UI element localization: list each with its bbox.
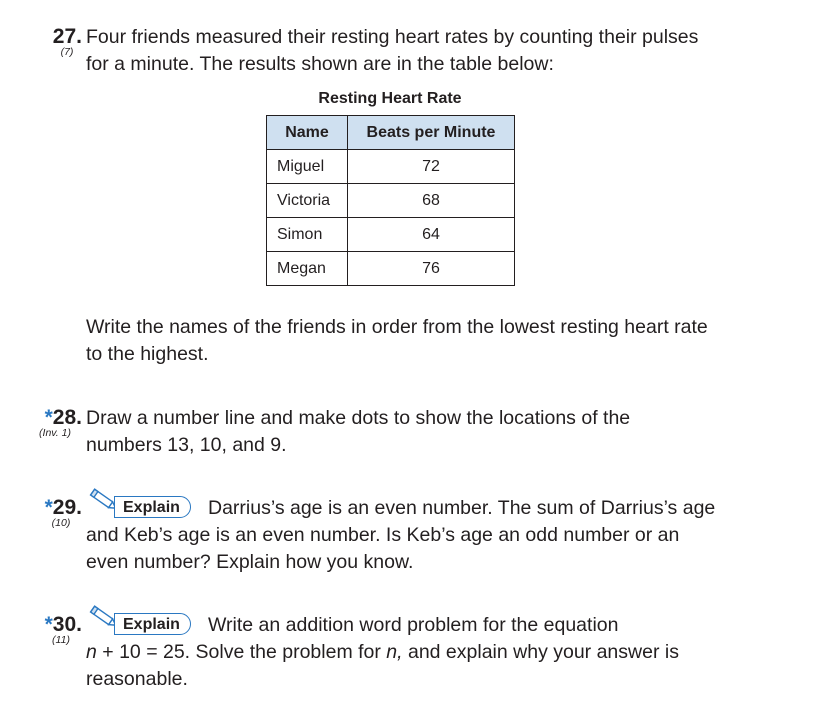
star-marker: * [44,613,53,636]
explain-label: Explain [114,613,191,635]
lesson-reference: (11) [52,634,70,646]
problem-text-line: Four friends measured their resting heart rates by counting their pulses [86,26,699,48]
question-text-line: Write the names of the friends in order from the lowest resting heart rate [86,316,708,338]
cell-name: Victoria [267,184,348,218]
problem-number: 27. [52,25,82,48]
problem-text-line: and Keb’s age is an even number. Is Keb’s age an odd number or an [86,524,680,546]
problem-text-line [86,639,679,665]
problem-number-text: 30. [52,613,82,636]
explain-badge [86,612,206,638]
lesson-reference: (Inv. 1) [39,427,71,439]
lesson-reference: (7) [60,46,74,58]
star-marker: * [44,496,53,519]
problem-number-text: 28. [52,406,82,429]
variable-n: n [86,641,97,663]
problem-text-line: reasonable. [86,668,188,690]
problem-number-text: 29. [52,496,82,519]
variable-n: n, [386,641,403,663]
cell-bpm: 76 [348,252,515,286]
table-title: Resting Heart Rate [318,90,462,107]
table-row [267,252,515,286]
problem-text: and explain why your answer is [402,641,679,663]
heart-rate-table [266,115,515,286]
table-header-row [267,116,515,150]
problem-text-line: Draw a number line and make dots to show the locations of the [86,407,631,429]
column-header-beats: Beats per Minute [348,116,515,150]
table-row [267,184,515,218]
cell-name: Simon [267,218,348,252]
explain-badge [86,495,206,521]
problem-text-line: numbers 13, 10, and 9. [86,434,287,456]
table-row [267,218,515,252]
lesson-reference: (10) [51,517,71,529]
column-header-name: Name [267,116,348,150]
table-row [267,150,515,184]
cell-bpm: 72 [348,150,515,184]
cell-name: Miguel [267,150,348,184]
problem-text-line: even number? Explain how you know. [86,551,414,573]
problem-text-line: Darrius’s age is an even number. The sum of Darrius’s age [208,497,716,519]
star-marker: * [44,406,53,429]
question-text-line: to the highest. [86,343,209,365]
problem-text-line: for a minute. The results shown are in the table below: [86,53,554,75]
cell-name: Megan [267,252,348,286]
explain-label: Explain [114,496,191,518]
problem-text-line: Write an addition word problem for the equation [208,614,619,636]
equation-text: + 10 = 25. Solve the problem for [96,641,387,663]
cell-bpm: 68 [348,184,515,218]
cell-bpm: 64 [348,218,515,252]
